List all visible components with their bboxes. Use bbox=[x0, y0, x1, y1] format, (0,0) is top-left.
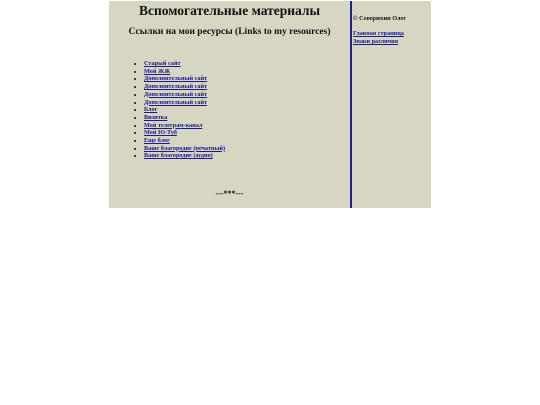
list-item bbox=[144, 75, 225, 83]
link-old-site[interactable]: Старый сайт bbox=[144, 60, 181, 67]
list-item bbox=[144, 99, 225, 107]
list-item bbox=[144, 83, 225, 91]
list-item bbox=[144, 152, 225, 160]
link-audio-edition[interactable]: Ваше благородие (аудио) bbox=[144, 152, 213, 160]
sidebar-nav bbox=[353, 30, 404, 46]
link-additional-site-3[interactable]: Дополнительный сайт bbox=[144, 90, 208, 98]
list-item bbox=[144, 129, 225, 137]
list-item bbox=[144, 137, 225, 145]
link-livejournal[interactable]: Мой ЖЖ bbox=[144, 67, 171, 75]
link-print-edition[interactable]: Ваше благородие (печатный) bbox=[144, 144, 226, 152]
home-page-link[interactable]: Главная страница bbox=[353, 30, 404, 37]
list-item bbox=[144, 60, 225, 68]
link-blog[interactable]: Блог bbox=[144, 106, 158, 114]
link-youtube[interactable]: Мой Ю-Туб bbox=[144, 129, 177, 137]
page-subtitle: Ссылки на мои ресурсы (Links to my resources) bbox=[128, 27, 331, 37]
main-content bbox=[109, 1, 350, 208]
list-item bbox=[144, 145, 225, 153]
list-item bbox=[144, 68, 225, 76]
link-additional-site-1[interactable]: Дополнительный сайт bbox=[144, 75, 208, 83]
page-title: Вспомогательные материалы bbox=[139, 3, 320, 18]
link-telegram-channel[interactable]: Мой телеграм-канал bbox=[144, 121, 203, 129]
page-frame bbox=[109, 1, 431, 208]
link-additional-site-4[interactable]: Дополнительный сайт bbox=[144, 98, 208, 106]
list-item bbox=[144, 91, 225, 99]
link-business-card[interactable]: Визитка bbox=[144, 113, 168, 121]
link-additional-site-2[interactable]: Дополнительный сайт bbox=[144, 83, 208, 91]
list-item bbox=[144, 114, 225, 122]
resource-links-list bbox=[134, 60, 225, 160]
copyright-notice: © Северюхин Олег bbox=[353, 15, 407, 22]
insignia-link[interactable]: Знаки различия bbox=[353, 38, 399, 45]
link-another-blog[interactable]: Еще блог bbox=[144, 137, 170, 145]
ornament-divider: ---***--- bbox=[215, 189, 244, 198]
list-item bbox=[144, 106, 225, 114]
sidebar bbox=[352, 1, 431, 208]
list-item bbox=[144, 122, 225, 130]
